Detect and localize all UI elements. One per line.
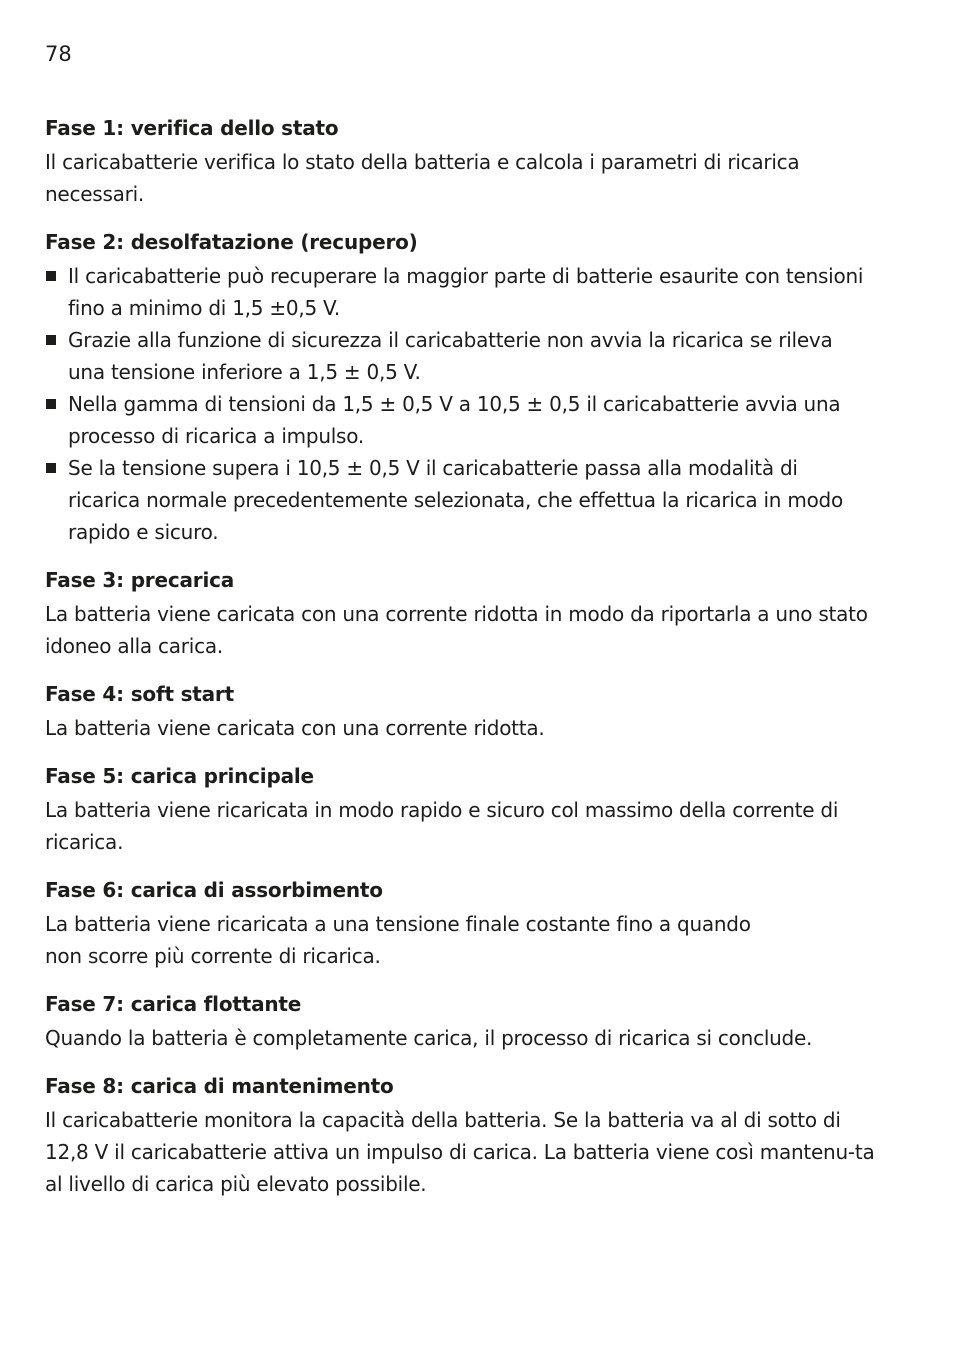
section-phase-4: [45, 679, 875, 744]
square-bullet-icon: [46, 463, 56, 473]
phase-6-text: La batteria viene ricaricata a una tensione finale costante fino a quando non scorre più corrente di ricarica.: [45, 912, 751, 968]
phase-5-text: La batteria viene ricaricata in modo rapido e sicuro col massimo della corrente di ricarica.: [45, 798, 839, 854]
phase-4-text: La batteria viene caricata con una corrente ridotta.: [45, 716, 545, 740]
section-phase-1: [45, 113, 875, 210]
bullet-text: Se la tensione supera i 10,5 ± 0,5 V il caricabatterie passa alla modalità di ricarica normale precedentemente selezionata, che effettua la ricarica in modo rapido e sicuro.: [68, 456, 843, 544]
section-phase-5: [45, 761, 875, 858]
square-bullet-icon: [46, 399, 56, 409]
bullet-text: Il caricabatterie può recuperare la maggior parte di batterie esaurite con tensioni fino a minimo di 1,5 ±0,5 V.: [68, 264, 864, 320]
phase-1-heading: Fase 1: verifica dello stato: [45, 116, 339, 140]
phase-2-bullet-list: [45, 260, 875, 548]
document-body: [45, 113, 875, 1217]
list-item: [45, 388, 875, 452]
section-phase-7: [45, 989, 875, 1054]
phase-4-heading: Fase 4: soft start: [45, 682, 234, 706]
phase-5-heading: Fase 5: carica principale: [45, 764, 314, 788]
square-bullet-icon: [46, 335, 56, 345]
square-bullet-icon: [46, 271, 56, 281]
section-phase-3: [45, 565, 875, 662]
phase-2-heading: Fase 2: desolfatazione (recupero): [45, 230, 418, 254]
phase-8-text: Il caricabatterie monitora la capacità della batteria. Se la batteria va al di sotto di 12,8 V il caricabatterie attiva un impulso di carica. La batteria viene così mantenu-ta al livello di carica più elevato possibile.: [45, 1108, 875, 1196]
page-number: 78: [45, 42, 72, 66]
section-phase-8: [45, 1071, 875, 1200]
phase-1-text: Il caricabatterie verifica lo stato della batteria e calcola i parametri di ricarica necessari.: [45, 150, 800, 206]
list-item: [45, 452, 875, 548]
phase-3-heading: Fase 3: precarica: [45, 568, 235, 592]
section-phase-2: [45, 227, 875, 548]
phase-6-heading: Fase 6: carica di assorbimento: [45, 878, 383, 902]
list-item: [45, 324, 875, 388]
bullet-text: Grazie alla funzione di sicurezza il caricabatterie non avvia la ricarica se rileva una tensione inferiore a 1,5 ± 0,5 V.: [68, 328, 833, 384]
phase-7-heading: Fase 7: carica flottante: [45, 992, 302, 1016]
phase-8-heading: Fase 8: carica di mantenimento: [45, 1074, 394, 1098]
section-phase-6: [45, 875, 875, 972]
bullet-text: Nella gamma di tensioni da 1,5 ± 0,5 V a 10,5 ± 0,5 il caricabatterie avvia una processo di ricarica a impulso.: [68, 392, 841, 448]
list-item: [45, 260, 875, 324]
phase-3-text: La batteria viene caricata con una corrente ridotta in modo da riportarla a uno stato idoneo alla carica.: [45, 602, 868, 658]
phase-7-text: Quando la batteria è completamente carica, il processo di ricarica si conclude.: [45, 1026, 813, 1050]
